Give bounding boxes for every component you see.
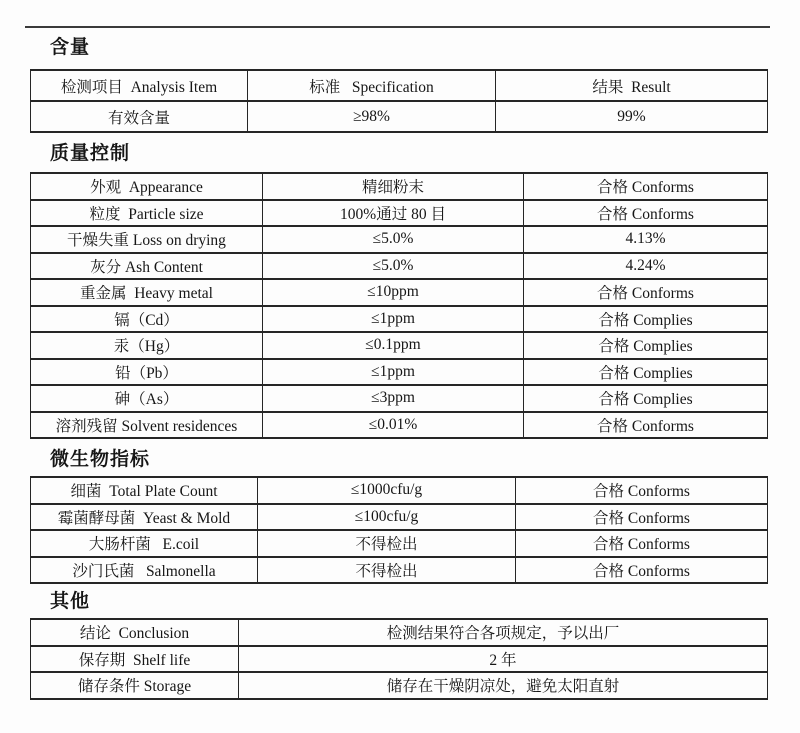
- cell-spec: ≤5.0%: [263, 226, 524, 253]
- cell-spec: ≤100cfu/g: [258, 504, 516, 531]
- cell-spec: ≤3ppm: [263, 385, 524, 412]
- cell-result: 合格 Conforms: [516, 557, 768, 584]
- quality-control-table: [30, 172, 768, 439]
- cell-item: 细菌 Total Plate Count: [31, 477, 258, 504]
- cell-value: 储存在干燥阴凉处，避免太阳直射: [239, 672, 768, 699]
- header-cell-result: 结果 Result: [496, 70, 768, 101]
- cell-result: 合格 Conforms: [524, 412, 768, 439]
- table-row: [31, 385, 768, 412]
- table-row: [31, 332, 768, 359]
- section-heading-content: 含量: [50, 37, 91, 58]
- table-row: [31, 672, 768, 699]
- cell-spec: ≤0.01%: [263, 412, 524, 439]
- table-row: [31, 477, 768, 504]
- cell-spec: ≤0.1ppm: [263, 332, 524, 359]
- table-row: [31, 226, 768, 253]
- cell-value: 2 年: [239, 646, 768, 673]
- table-row: [31, 306, 768, 333]
- header-cell-specification: 标准 Specification: [248, 70, 496, 101]
- table-row: [31, 530, 768, 557]
- section-heading-microbiology: 微生物指标: [50, 449, 151, 470]
- cell-item: 重金属 Heavy metal: [31, 279, 263, 306]
- cell-result: 合格 Conforms: [524, 279, 768, 306]
- cell-item: 砷（As）: [31, 385, 263, 412]
- certificate-document: [0, 26, 800, 700]
- cell-result: 合格 Complies: [524, 359, 768, 386]
- cell-result: 合格 Conforms: [524, 200, 768, 227]
- cell-result: 合格 Complies: [524, 332, 768, 359]
- section-heading-other: 其他: [50, 591, 91, 612]
- cell-result: 合格 Conforms: [524, 173, 768, 200]
- table-row: [31, 200, 768, 227]
- table-row: [31, 279, 768, 306]
- table-row: [31, 173, 768, 200]
- table-row: [31, 101, 768, 132]
- cell-spec: 精细粉末: [263, 173, 524, 200]
- cell-item: 干燥失重 Loss on drying: [31, 226, 263, 253]
- table-row: [31, 253, 768, 280]
- cell-spec: ≤10ppm: [263, 279, 524, 306]
- cell-item: 外观 Appearance: [31, 173, 263, 200]
- table-row: [31, 619, 768, 646]
- cell-result: 合格 Conforms: [516, 477, 768, 504]
- cell-item: 结论 Conclusion: [31, 619, 239, 646]
- cell-item: 大肠杆菌 E.coil: [31, 530, 258, 557]
- cell-item: 镉（Cd）: [31, 306, 263, 333]
- cell-result: 4.13%: [524, 226, 768, 253]
- table-row: [31, 412, 768, 439]
- cell-item: 储存条件 Storage: [31, 672, 239, 699]
- cell-spec: 不得检出: [258, 530, 516, 557]
- content-table: [30, 69, 768, 133]
- cell-item: 粒度 Particle size: [31, 200, 263, 227]
- cell-result: 合格 Conforms: [516, 530, 768, 557]
- other-table: [30, 618, 768, 700]
- table-row: [31, 557, 768, 584]
- microbiology-table: [30, 476, 768, 584]
- cell-value: 检测结果符合各项规定，予以出厂: [239, 619, 768, 646]
- cell-spec: ≤1ppm: [263, 306, 524, 333]
- cell-spec: ≤5.0%: [263, 253, 524, 280]
- top-divider-rule: [25, 26, 770, 28]
- cell-item: 汞（Hg）: [31, 332, 263, 359]
- cell-result: 合格 Conforms: [516, 504, 768, 531]
- cell-result: 4.24%: [524, 253, 768, 280]
- cell-result: 合格 Complies: [524, 385, 768, 412]
- cell-spec: 100%通过 80 目: [263, 200, 524, 227]
- cell-item: 铅（Pb）: [31, 359, 263, 386]
- cell-item: 霉菌酵母菌 Yeast & Mold: [31, 504, 258, 531]
- cell-item: 沙门氏菌 Salmonella: [31, 557, 258, 584]
- cell-spec: ≤1ppm: [263, 359, 524, 386]
- section-heading-quality-control: 质量控制: [50, 143, 131, 164]
- header-cell-analysis-item: 检测项目 Analysis Item: [31, 70, 248, 101]
- cell-item: 保存期 Shelf life: [31, 646, 239, 673]
- table-row: [31, 646, 768, 673]
- cell-item: 灰分 Ash Content: [31, 253, 263, 280]
- cell-result: 合格 Complies: [524, 306, 768, 333]
- cell-spec: ≤1000cfu/g: [258, 477, 516, 504]
- cell-item: 有效含量: [31, 101, 248, 132]
- cell-spec: ≥98%: [248, 101, 496, 132]
- table-header-row: [31, 70, 768, 101]
- table-row: [31, 504, 768, 531]
- cell-spec: 不得检出: [258, 557, 516, 584]
- cell-result: 99%: [496, 101, 768, 132]
- cell-item: 溶剂残留 Solvent residences: [31, 412, 263, 439]
- table-row: [31, 359, 768, 386]
